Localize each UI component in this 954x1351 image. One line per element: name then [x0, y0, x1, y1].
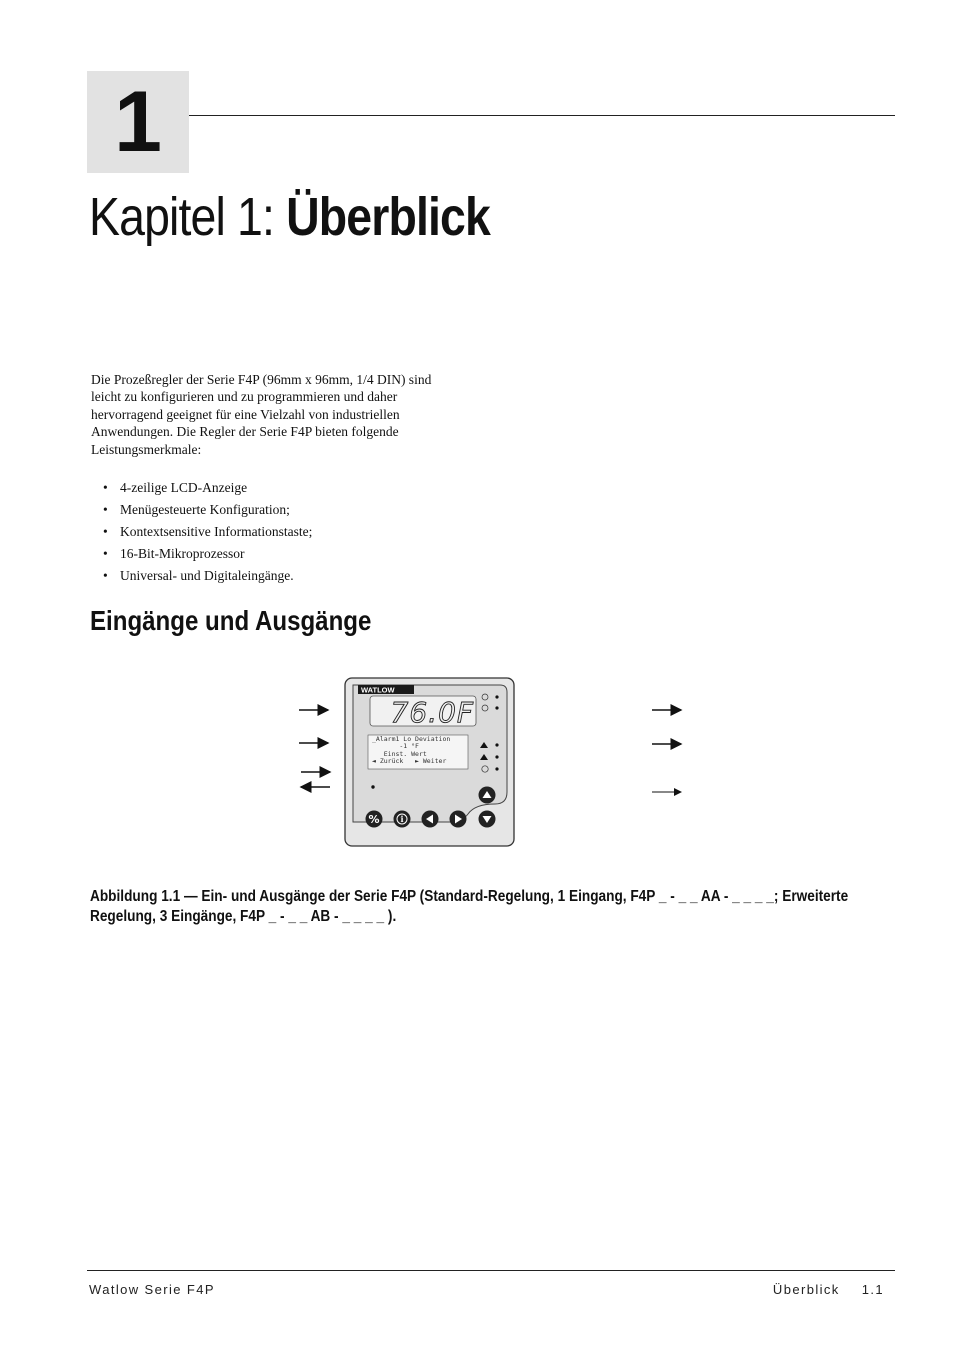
controller-diagram — [290, 672, 700, 854]
lcd-line: -1 °F — [372, 742, 419, 750]
indicator-dot — [495, 755, 498, 758]
chapter-title — [89, 188, 490, 247]
chapter-number-box — [87, 71, 189, 173]
chapter-title-prefix: Kapitel 1: — [89, 187, 287, 247]
indicator-dot — [495, 706, 498, 709]
figure-caption — [90, 887, 849, 927]
feature-item: • Universal- und Digitaleingänge. — [103, 566, 312, 588]
input-arrows — [299, 710, 330, 787]
feature-list — [103, 478, 312, 588]
footer-title: Watlow Serie F4P — [89, 1282, 215, 1297]
feature-item: • 4-zeilige LCD-Anzeige — [103, 478, 312, 500]
intro-paragraph: Die Prozeßregler der Serie F4P (96mm x 96mm, 1/4 DIN) sind leicht zu konfigurieren und zu programmieren und daher hervorragend geeignet für eine Vielzahl von industriellen Anwendungen. Die Regler der Serie F4P bieten folgende Leistungsmerkmale: — [91, 372, 432, 457]
feature-item: • Kontextsensitive Informationstaste; — [103, 522, 312, 544]
indicator-dot — [495, 743, 498, 746]
chapter-rule — [189, 115, 895, 116]
brand-logo: WATLOW — [361, 685, 395, 695]
section-heading: Eingänge und Ausgänge — [90, 605, 372, 636]
indicator-dot — [495, 695, 498, 698]
footer-page-info — [773, 1282, 884, 1297]
status-dot — [371, 785, 374, 788]
indicator-dot — [495, 767, 498, 770]
feature-item: • Menügesteuerte Konfiguration; — [103, 500, 312, 522]
chapter-title-bold: Überblick — [286, 187, 490, 247]
svg-text:%: % — [368, 813, 380, 826]
lcd-line: _Alarm1 Lo Deviation — [372, 735, 451, 743]
page-number: 1.1 — [861, 1282, 884, 1297]
display-value: 76.0F — [390, 696, 474, 729]
svg-text:i: i — [400, 814, 404, 824]
lcd-line: Einst. Wert — [372, 750, 427, 758]
controller-figure — [290, 672, 700, 854]
chapter-number: 1 — [114, 74, 162, 170]
lcd-line: ◄ Zurück ► Weiter — [372, 757, 447, 765]
output-arrows — [652, 710, 681, 792]
footer-rule — [87, 1270, 895, 1271]
feature-item: • 16-Bit-Mikroprozessor — [103, 544, 312, 566]
figure-caption-text: Abbildung 1.1 — Ein- und Ausgänge der Serie F4P (Standard-Regelung, 1 Eingang, F4P _ - _ _ AA - _ _ _ _; Erweiterte Regelung, 3 Eingänge, F4P _ - _ _ AB - _ _ _ _ ). — [90, 888, 849, 925]
footer-section: Überblick — [772, 1282, 840, 1297]
